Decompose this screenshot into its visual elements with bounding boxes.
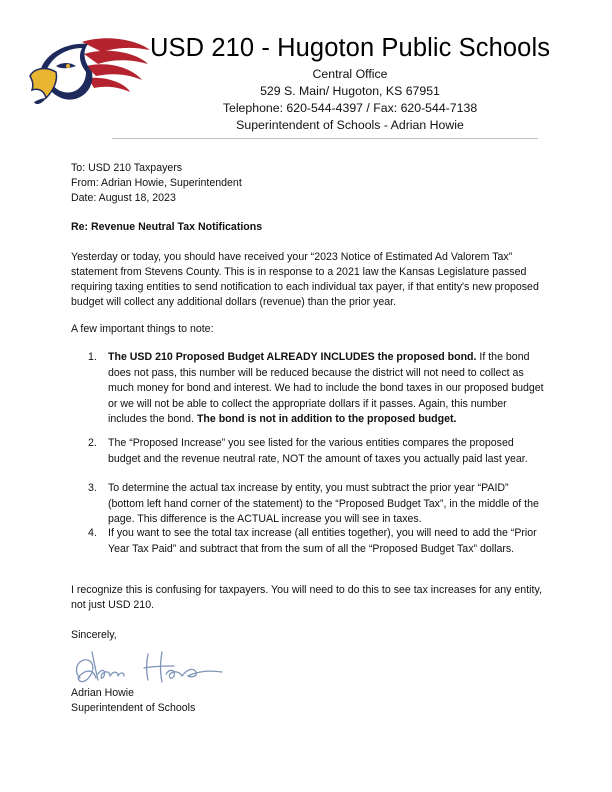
salutation: Sincerely, <box>71 629 117 641</box>
list-item-2-number: 2. <box>88 437 97 449</box>
central-office: Central Office <box>312 67 388 81</box>
phone-fax: Telephone: 620-544-4397 / Fax: 620-544-7138 <box>222 101 478 115</box>
list-item-1-bold-start: The USD 210 Proposed Budget ALREADY INCLUDES the proposed bond. <box>108 351 477 363</box>
note-lead: A few important things to note: <box>71 323 214 335</box>
school-name: USD 210 - Hugoton Public Schools <box>150 34 551 62</box>
superintendent-line: Superintendent of Schools - Adrian Howie <box>236 118 464 132</box>
list-item-4: If you want to see the total tax increase (all entities together), you will need to add the “Prior Year Tax Paid” and subtract that from the sum of all the “Proposed Budget Tax” dollars. <box>108 527 537 555</box>
intro-paragraph: Yesterday or today, you should have received your “2023 Notice of Estimated Ad Valorem Tax” statement from Stevens County. This is in response to a 2021 law the Kansas Legislature passed requiring taxing entities to send notification to each individual tax payer, if that entity's new proposed budget will collect any additional dollars (revenue) than the prior year. <box>71 251 539 308</box>
list-item-1-number: 1. <box>88 351 97 363</box>
school-address: 529 S. Main/ Hugoton, KS 67951 <box>260 84 440 98</box>
list-item-3: To determine the actual tax increase by entity, you must subtract the prior year “PAID” (bottom left hand corner of the statement) to the “Proposed Budget Tax”, in the middle of the page. This difference is the ACTUAL increase you will see in taxes. <box>108 482 539 525</box>
subject-line: Re: Revenue Neutral Tax Notifications <box>71 221 263 233</box>
header-divider <box>112 138 538 139</box>
memo-from: From: Adrian Howie, Superintendent <box>71 177 242 189</box>
closing-paragraph: I recognize this is confusing for taxpayers. You will need to do this to see tax increases for any entity, not just USD 210. <box>71 584 542 611</box>
eagle-mascot-icon <box>22 32 152 117</box>
signer-title: Superintendent of Schools <box>71 702 196 714</box>
list-item-1-bold-end: The bond is not in addition to the proposed budget. <box>196 413 457 425</box>
list-item-1-text: If the bond does not pass, this number will be reduced because the district will not need to collect as much money for bond and interest. We had to include the bond taxes in our proposed budget or we will not be able to collect the appropriate dollars if it passes. Again, this number includes the bond. <box>108 351 544 425</box>
signer-name: Adrian Howie <box>71 687 135 699</box>
memo-to: To: USD 210 Taxpayers <box>71 162 183 174</box>
list-item-2: The “Proposed Increase” you see listed for the various entities compares the proposed budget and the revenue neutral rate, NOT the amount of taxes you actually paid last year. <box>108 437 528 465</box>
handwritten-signature-icon <box>66 642 226 690</box>
list-item-3-number: 3. <box>88 482 97 494</box>
memo-date: Date: August 18, 2023 <box>71 192 176 204</box>
list-item-1 <box>108 350 544 428</box>
list-item-4-number: 4. <box>88 527 97 539</box>
